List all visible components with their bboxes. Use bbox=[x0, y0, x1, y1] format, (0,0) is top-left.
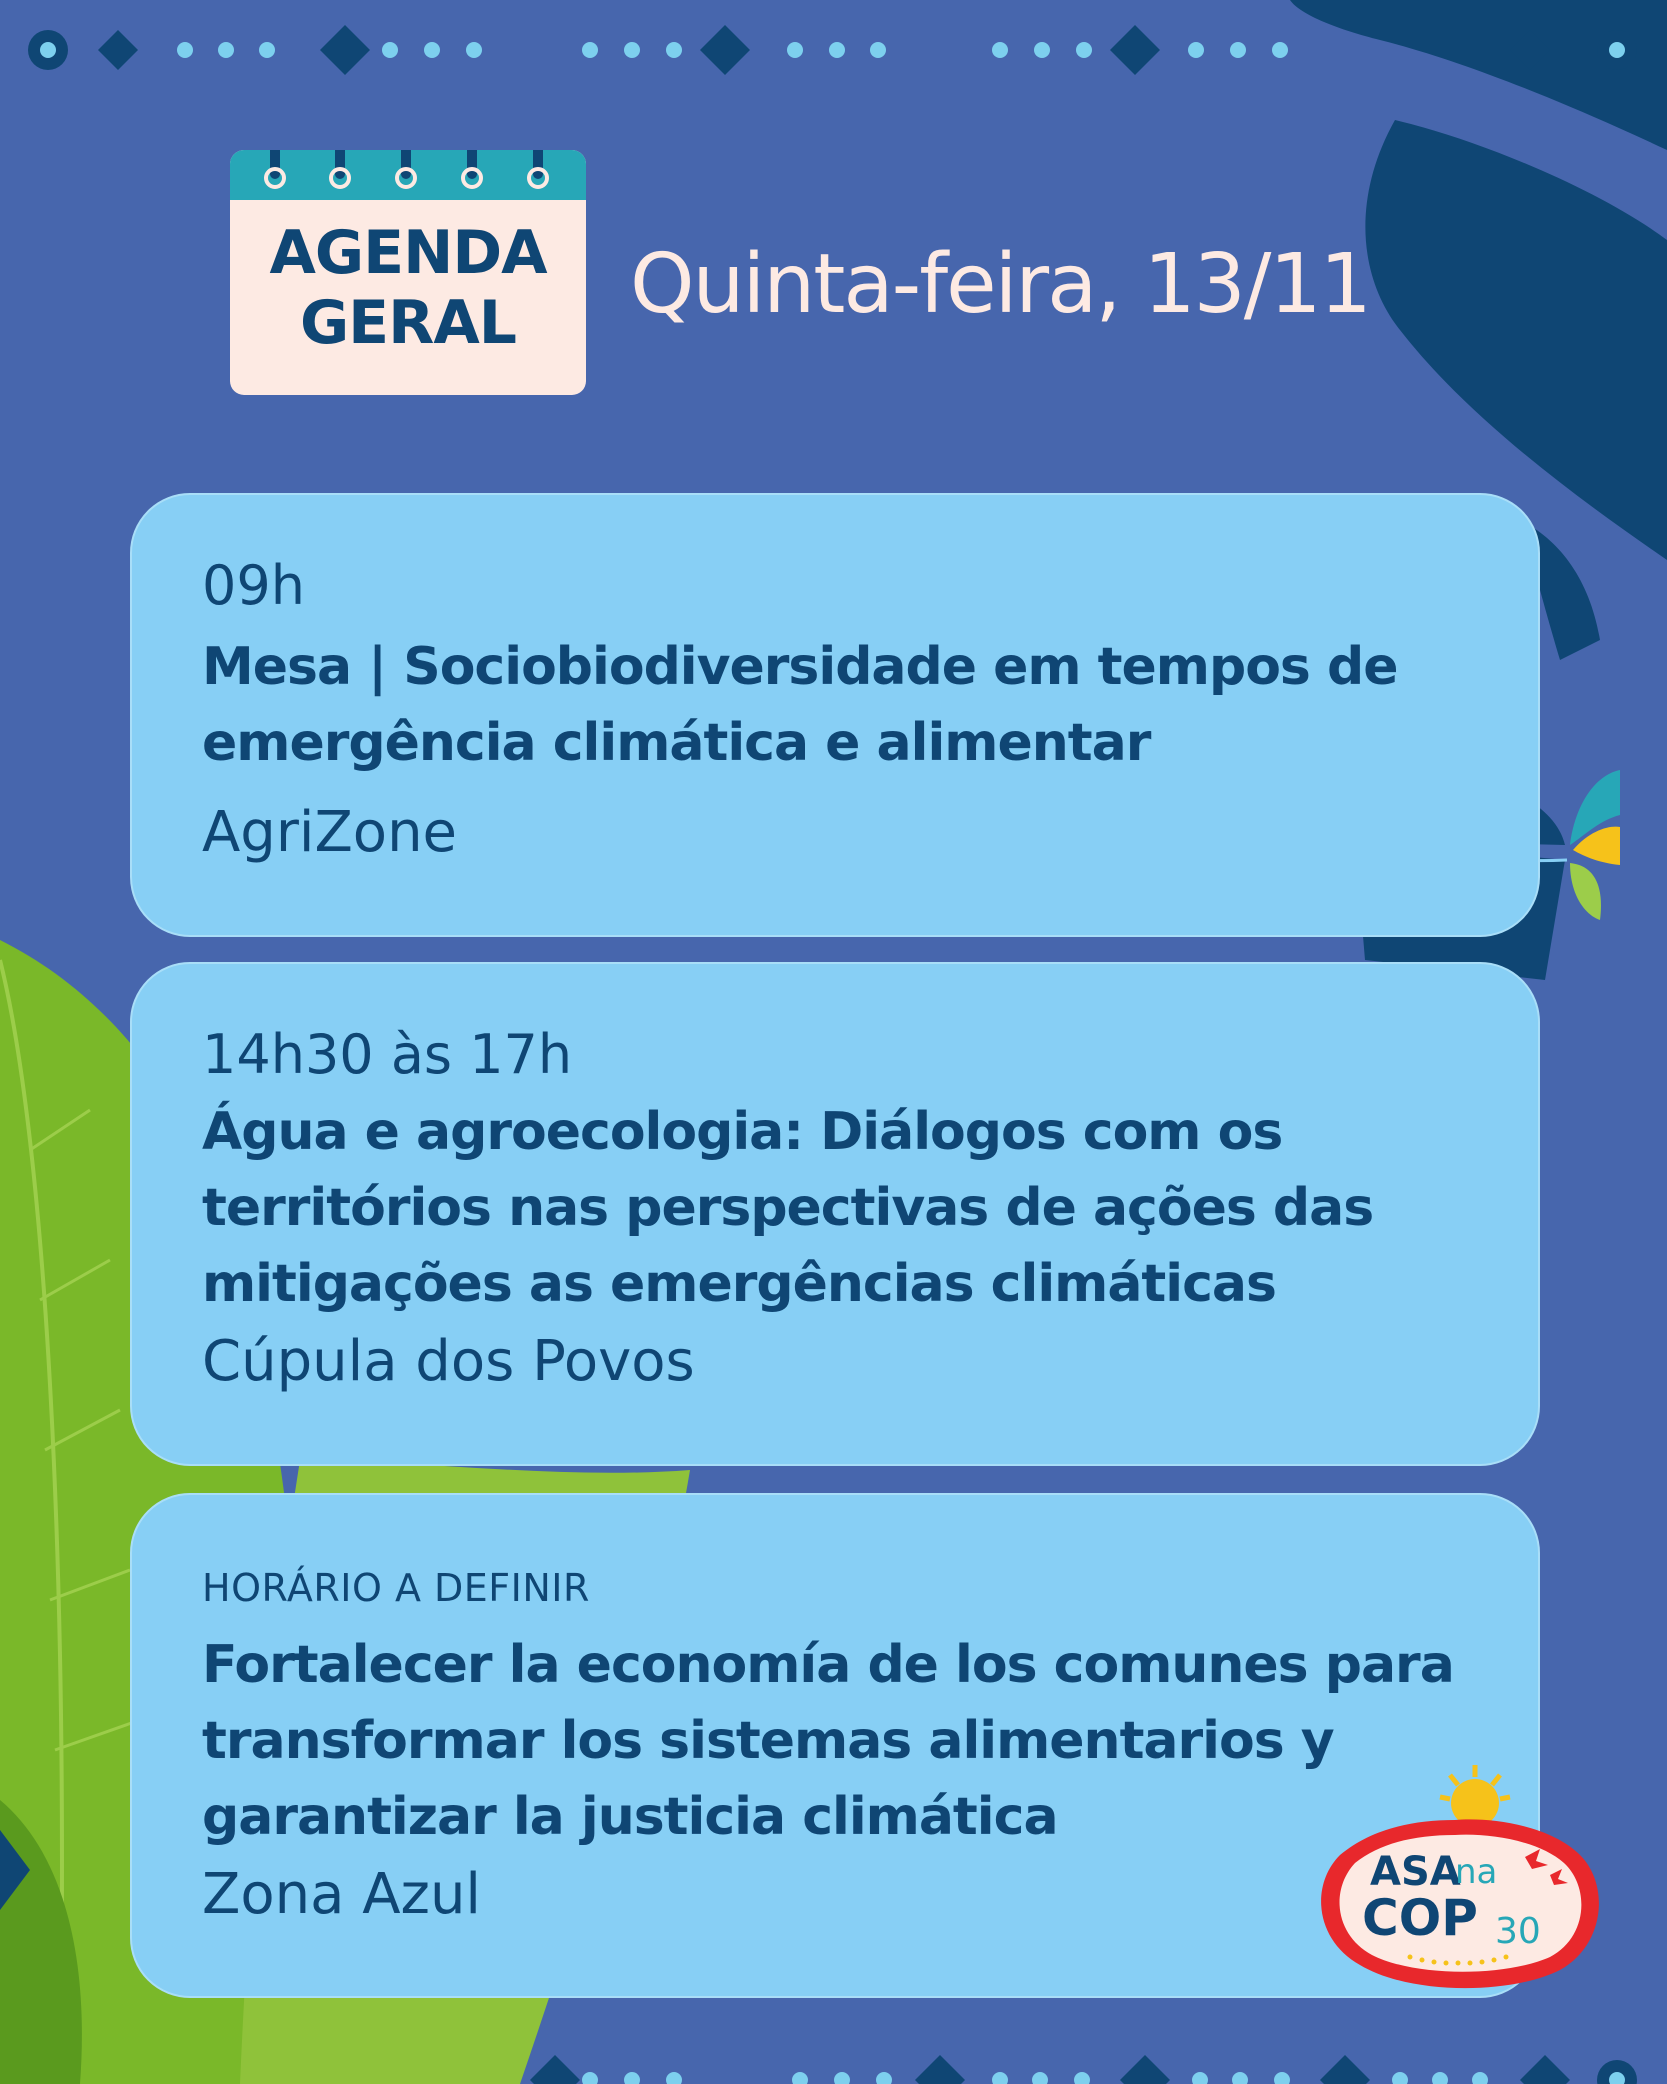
event-title-line: transformar los sistemas alimentarios y bbox=[202, 1711, 1334, 1771]
top-border-decoration bbox=[0, 20, 1667, 80]
event-location: Cúpula dos Povos bbox=[202, 1329, 695, 1394]
calendar-icon bbox=[230, 150, 586, 395]
star-ornament-left bbox=[28, 30, 68, 70]
event-location: Zona Azul bbox=[202, 1862, 481, 1927]
logo-asa: ASA bbox=[1370, 1849, 1461, 1895]
event-location: AgriZone bbox=[202, 800, 458, 865]
event-card-2 bbox=[130, 962, 1540, 1466]
logo-number: 30 bbox=[1495, 1911, 1541, 1952]
event-title-line: garantizar la justicia climática bbox=[202, 1787, 1058, 1847]
event-title-line: mitigações as emergências climáticas bbox=[202, 1254, 1276, 1314]
event-title-line: Fortalecer la economía de los comunes para bbox=[202, 1635, 1454, 1695]
logo-badge bbox=[1300, 1765, 1610, 1995]
event-time: 09h bbox=[202, 554, 305, 617]
calendar-title-line2: GERAL bbox=[299, 288, 517, 358]
date-heading: Quinta-feira, 13/11 bbox=[630, 237, 1370, 332]
event-card-1 bbox=[130, 493, 1540, 937]
event-title bbox=[202, 1094, 1478, 1322]
calendar-rings bbox=[230, 150, 586, 208]
event-title bbox=[202, 629, 1478, 781]
event-title-line: territórios nas perspectivas de ações das bbox=[202, 1178, 1374, 1238]
event-title-line: Água e agroecologia: Diálogos com os bbox=[202, 1102, 1283, 1162]
bottom-border-decoration bbox=[0, 2040, 1667, 2084]
calendar-title-line1: AGENDA bbox=[269, 218, 547, 288]
logo-cop: COP bbox=[1362, 1889, 1478, 1947]
event-title bbox=[202, 1627, 1478, 1855]
sun-icon bbox=[1440, 1765, 1510, 1827]
event-time: HORÁRIO A DEFINIR bbox=[202, 1566, 590, 1610]
event-time: 14h30 às 17h bbox=[202, 1023, 573, 1086]
event-title-line: Mesa | Sociobiodiversidade em tempos de bbox=[202, 637, 1398, 697]
star-ornament-bottom-right bbox=[1597, 2060, 1637, 2084]
logo-na: na bbox=[1455, 1852, 1498, 1892]
event-title-line: emergência climática e alimentar bbox=[202, 713, 1151, 773]
star-ornament-right bbox=[1597, 30, 1637, 70]
